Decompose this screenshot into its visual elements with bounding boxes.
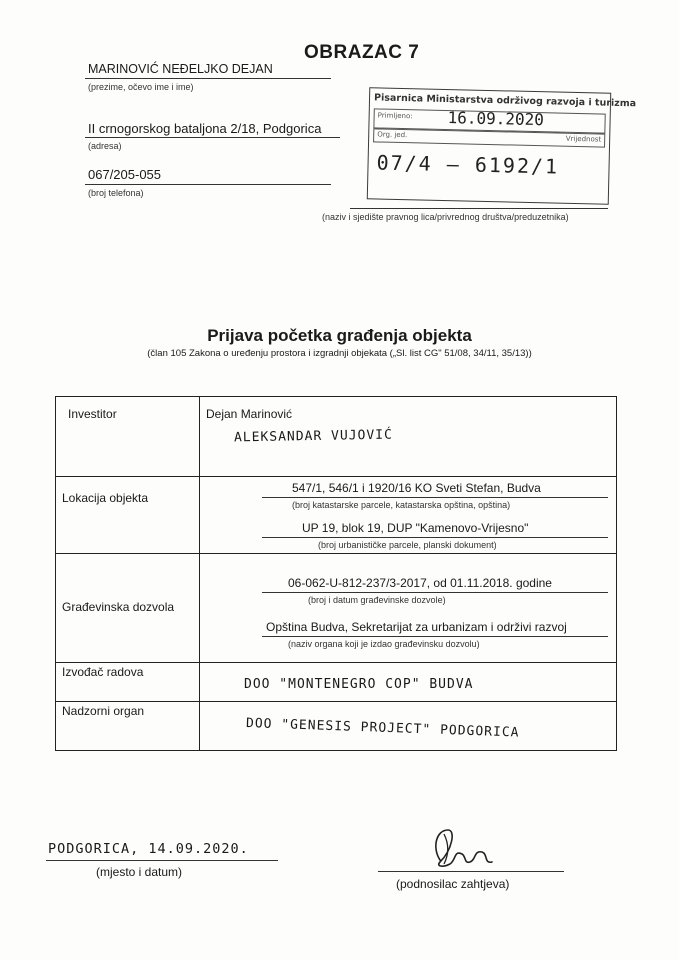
permit-value-cell xyxy=(200,554,617,663)
applicant-address: II crnogorskog bataljona 2/18, Podgorica xyxy=(88,121,322,136)
table-row xyxy=(56,477,617,554)
table-row xyxy=(56,702,617,751)
location-label-cell xyxy=(56,477,200,554)
location-value-cell xyxy=(200,477,617,554)
investor-label: Investitor xyxy=(68,407,117,421)
address-caption: (adresa) xyxy=(88,141,122,151)
investor-value: Dejan Marinović xyxy=(206,407,293,421)
page-title: Prijava početka građenja objekta xyxy=(207,326,472,345)
phone-caption: (broj telefona) xyxy=(88,188,144,198)
stamp-value-label: Vrijednost xyxy=(565,134,602,144)
divider xyxy=(262,537,608,538)
location-value-1: 547/1, 546/1 i 1920/16 KO Sveti Stefan, Budva xyxy=(292,481,541,495)
place-date: PODGORICA, 14.09.2020. xyxy=(48,841,249,857)
divider xyxy=(46,860,278,861)
investor-label-cell xyxy=(56,397,200,477)
permit-label: Građevinska dozvola xyxy=(62,600,175,614)
page-subtitle: (član 105 Zakona o uređenju prostora i izgradnji objekata („Sl. list CG" 51/08, 34/11, 35/13)) xyxy=(147,348,532,359)
location-label: Lokacija objekta xyxy=(62,491,149,505)
place-date-caption: (mjesto i datum) xyxy=(96,865,183,879)
divider xyxy=(85,137,340,138)
location-value-2: UP 19, blok 19, DUP "Kamenovo-Vrijesno" xyxy=(302,521,529,535)
contractor-value-cell xyxy=(200,663,617,702)
location-caption-1: (broj katastarske parcele, katastarska opština, opština) xyxy=(292,500,511,510)
location-caption-2: (broj urbanističke parcele, planski dokument) xyxy=(318,540,497,550)
permit-value-2: Opština Budva, Sekretarijat za urbanizam i održivi razvoj xyxy=(266,620,567,634)
supervisor-value-cell xyxy=(200,702,617,751)
applicant-name: MARINOVIĆ NEĐELJKO DEJAN xyxy=(88,62,273,76)
applicant-phone: 067/205-055 xyxy=(88,167,162,182)
table-row xyxy=(56,663,617,702)
permit-value-1: 06-062-U-812-237/3-2017, od 01.11.2018. godine xyxy=(288,576,552,590)
investor-value-cell xyxy=(200,397,617,477)
company-caption: (naziv i sjedište pravnog lica/privrednog društva/preduzetnika) xyxy=(322,212,569,222)
form-number: OBRAZAC 7 xyxy=(304,42,420,63)
permit-label-cell xyxy=(56,554,200,663)
divider xyxy=(350,208,608,209)
divider xyxy=(85,78,331,79)
stamp-org-label: Org. jed. xyxy=(377,130,408,140)
table-row xyxy=(56,554,617,663)
stamp-date: 16.09.2020 xyxy=(447,108,545,130)
divider xyxy=(262,592,608,593)
divider xyxy=(378,871,564,872)
contractor-label-cell xyxy=(56,663,200,702)
table-row xyxy=(56,397,617,477)
supervisor-label-cell xyxy=(56,702,200,751)
investor-handwritten: ALEKSANDAR VUJOVIĆ xyxy=(233,427,394,446)
divider xyxy=(262,497,608,498)
received-stamp xyxy=(367,87,637,204)
name-caption: (prezime, očevo ime i ime) xyxy=(88,82,194,92)
permit-caption-2: (naziv organa koji je izdao građevinsku dozvolu) xyxy=(288,639,480,649)
stamp-received-label: Primljeno: xyxy=(377,111,413,121)
supervisor-label: Nadzorni organ xyxy=(62,704,145,718)
applicant-caption: (podnosilac zahtjeva) xyxy=(396,877,510,891)
contractor-label: Izvođač radova xyxy=(62,665,144,679)
application-table xyxy=(55,396,617,751)
divider xyxy=(85,184,331,185)
divider xyxy=(262,636,608,637)
permit-caption-1: (broj i datum građevinske dozvole) xyxy=(308,595,446,605)
supervisor-value: DOO "GENESIS PROJECT" PODGORICA xyxy=(245,716,520,741)
stamp-number: 07/4 – 6192/1 xyxy=(376,150,560,179)
stamp-header: Pisarnica Ministarstva održivog razvoja i turizma xyxy=(373,92,637,110)
contractor-value: DOO "MONTENEGRO COP" BUDVA xyxy=(244,677,474,692)
